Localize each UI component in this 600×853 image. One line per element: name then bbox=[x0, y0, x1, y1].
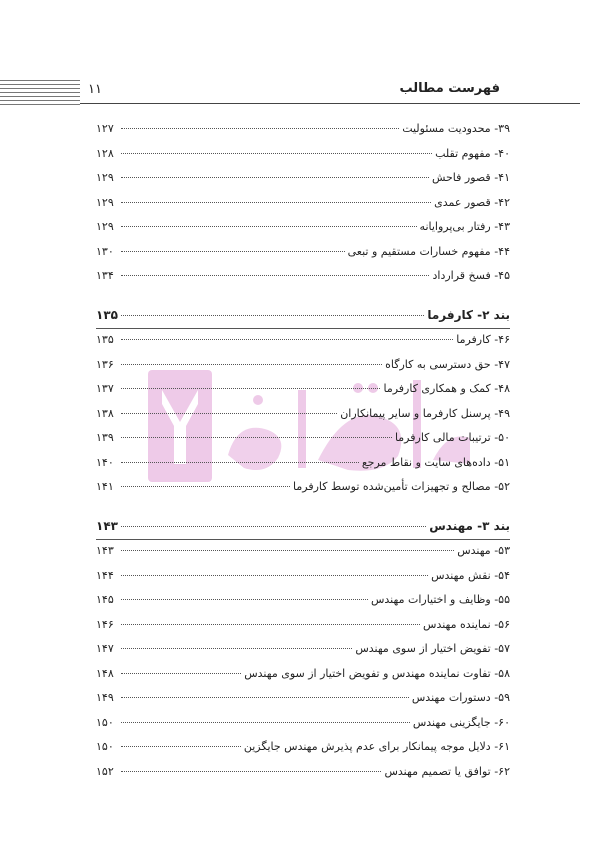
dot-leader bbox=[121, 575, 428, 576]
page-number: ۱۱ bbox=[88, 82, 102, 97]
toc-entry-page: ۱۴۰ bbox=[96, 455, 114, 469]
toc-entry-page: ۱۲۹ bbox=[96, 220, 114, 233]
toc-entry-page: ۱۵۰ bbox=[96, 715, 114, 729]
toc-entry[interactable] bbox=[96, 691, 510, 716]
dot-leader bbox=[121, 275, 429, 276]
toc-entry[interactable] bbox=[96, 480, 510, 505]
toc-entry[interactable] bbox=[96, 147, 510, 172]
toc-entry-title: ۴۲- قصور عمدی bbox=[434, 195, 510, 209]
toc-entry[interactable] bbox=[96, 765, 510, 790]
toc-entry-title: ۵۳- مهندس bbox=[457, 544, 510, 557]
dot-leader bbox=[121, 202, 431, 203]
toc-entry-title: ۶۰- جایگزینی مهندس bbox=[412, 715, 510, 729]
toc-entry[interactable] bbox=[96, 716, 510, 741]
toc-entry-page: ۱۳۴ bbox=[96, 269, 114, 282]
dot-leader bbox=[121, 722, 410, 723]
dot-leader bbox=[121, 771, 381, 772]
toc-entry-title: ۵۰- ترتیبات مالی کارفرما bbox=[394, 431, 510, 444]
toc-entry[interactable] bbox=[96, 333, 510, 358]
toc-entry-title: ۵۹- دستورات مهندس bbox=[411, 691, 510, 704]
dot-leader bbox=[121, 364, 382, 365]
dot-leader bbox=[121, 746, 241, 747]
toc-entry[interactable] bbox=[96, 220, 510, 245]
dot-leader bbox=[121, 648, 352, 649]
toc-entry-page: ۱۳۰ bbox=[96, 244, 114, 258]
dot-leader bbox=[121, 550, 454, 551]
table-of-contents bbox=[96, 122, 510, 789]
toc-entry[interactable] bbox=[96, 431, 510, 456]
toc-entry[interactable] bbox=[96, 618, 510, 643]
toc-entry-page: ۱۴۵ bbox=[96, 593, 114, 606]
header-decorative-lines bbox=[0, 80, 80, 108]
toc-entry[interactable] bbox=[96, 740, 510, 765]
toc-entry[interactable] bbox=[96, 407, 510, 432]
toc-entry-page: ۱۴۷ bbox=[96, 642, 114, 655]
toc-entry[interactable] bbox=[96, 456, 510, 481]
toc-entry-page: ۱۲۷ bbox=[96, 122, 114, 135]
toc-entry[interactable] bbox=[96, 544, 510, 569]
toc-entry-page: ۱۴۳ bbox=[96, 518, 118, 533]
toc-entry-page: ۱۲۸ bbox=[96, 146, 114, 160]
section-rule bbox=[96, 539, 510, 540]
dot-leader bbox=[121, 599, 368, 600]
toc-entry[interactable] bbox=[96, 245, 510, 270]
toc-entry[interactable] bbox=[96, 269, 510, 294]
dot-leader bbox=[121, 128, 399, 129]
dot-leader bbox=[121, 413, 337, 414]
toc-entry-title: ۴۹- پرسنل کارفرما و سایر پیمانکاران bbox=[340, 406, 510, 420]
toc-entry-title: ۵۲- مصالح و تجهیزات تأمین‌شده توسط کارفرما bbox=[293, 480, 510, 493]
toc-entry[interactable] bbox=[96, 171, 510, 196]
toc-entry-page: ۱۳۸ bbox=[96, 406, 114, 420]
dot-leader bbox=[121, 339, 453, 340]
toc-entry[interactable] bbox=[96, 593, 510, 618]
toc-entry-page: ۱۴۶ bbox=[96, 617, 114, 631]
toc-entry-page: ۱۵۲ bbox=[96, 764, 114, 778]
toc-entry-title: ۴۶- کارفرما bbox=[456, 333, 510, 346]
toc-entry-title: ۵۴- نقش مهندس bbox=[431, 568, 510, 582]
section-gap bbox=[96, 294, 510, 308]
toc-entry-page: ۱۳۷ bbox=[96, 382, 114, 395]
running-title: فهرست مطالب bbox=[399, 81, 500, 96]
toc-entry[interactable] bbox=[96, 642, 510, 667]
toc-entry-page: ۱۴۳ bbox=[96, 544, 114, 557]
toc-entry-page: ۱۴۹ bbox=[96, 691, 114, 704]
dot-leader bbox=[121, 697, 409, 698]
toc-entry[interactable] bbox=[96, 122, 510, 147]
toc-entry-page: ۱۳۶ bbox=[96, 357, 114, 371]
dot-leader bbox=[121, 251, 345, 252]
toc-entry-title: ۴۳- رفتار بی‌پروایانه bbox=[419, 220, 510, 233]
toc-entry-title: ۵۷- تفویض اختیار از سوی مهندس bbox=[355, 642, 510, 655]
header-rule bbox=[80, 103, 580, 104]
toc-entry[interactable] bbox=[96, 569, 510, 594]
toc-entry[interactable] bbox=[96, 196, 510, 221]
dot-leader bbox=[121, 437, 392, 438]
toc-entry-page: ۱۴۸ bbox=[96, 666, 114, 680]
toc-entry-page: ۱۲۹ bbox=[96, 195, 114, 209]
dot-leader bbox=[121, 486, 290, 487]
dot-leader bbox=[121, 177, 429, 178]
toc-entry-page: ۱۳۹ bbox=[96, 431, 114, 444]
toc-entry-title: ۴۵- فسخ قرارداد bbox=[432, 269, 510, 282]
toc-entry-page: ۱۴۴ bbox=[96, 568, 114, 582]
dot-leader bbox=[121, 462, 359, 463]
toc-entry-title: ۵۱- داده‌های سایت و نقاط مرجع bbox=[361, 455, 510, 469]
toc-entry-title: بند ۳- مهندس bbox=[429, 518, 510, 533]
toc-entry-title: ۳۹- محدودیت مسئولیت bbox=[402, 122, 510, 135]
dot-leader bbox=[121, 153, 432, 154]
section-gap bbox=[96, 505, 510, 519]
toc-entry[interactable] bbox=[96, 382, 510, 407]
toc-entry-title: بند ۲- کارفرما bbox=[427, 307, 510, 322]
dot-leader bbox=[121, 526, 426, 527]
toc-entry-title: ۶۲- توافق یا تصمیم مهندس bbox=[384, 764, 510, 778]
toc-entry-page: ۱۳۵ bbox=[96, 333, 114, 346]
dot-leader bbox=[121, 226, 417, 227]
toc-entry-title: ۵۶- نماینده مهندس bbox=[423, 617, 510, 631]
toc-entry-title: ۴۱- قصور فاحش bbox=[431, 171, 510, 184]
dot-leader bbox=[121, 388, 380, 389]
dot-leader bbox=[121, 315, 424, 316]
toc-entry-title: ۴۷- حق دسترسی به کارگاه bbox=[385, 357, 510, 371]
toc-entry-title: ۴۰- مفهوم تقلب bbox=[435, 146, 510, 160]
section-rule bbox=[96, 328, 510, 329]
toc-entry-title: ۶۱- دلایل موجه پیمانکار برای عدم پذیرش مهندس جایگزین bbox=[243, 740, 510, 753]
toc-entry[interactable] bbox=[96, 667, 510, 692]
toc-entry-title: ۴۸- کمک و همکاری کارفرما bbox=[383, 382, 510, 395]
toc-entry-title: ۵۸- تفاوت نماینده مهندس و تفویض اختیار از سوی مهندس bbox=[244, 666, 510, 680]
toc-entry-page: ۱۵۰ bbox=[96, 740, 114, 753]
dot-leader bbox=[121, 624, 420, 625]
toc-entry[interactable] bbox=[96, 358, 510, 383]
toc-entry-page: ۱۴۱ bbox=[96, 480, 114, 493]
toc-entry-title: ۴۴- مفهوم خسارات مستقیم و تبعی bbox=[347, 244, 510, 258]
dot-leader bbox=[121, 673, 241, 674]
toc-entry-page: ۱۲۹ bbox=[96, 171, 114, 184]
toc-entry-title: ۵۵- وظایف و اختیارات مهندس bbox=[370, 593, 510, 606]
toc-entry-page: ۱۳۵ bbox=[96, 307, 118, 322]
